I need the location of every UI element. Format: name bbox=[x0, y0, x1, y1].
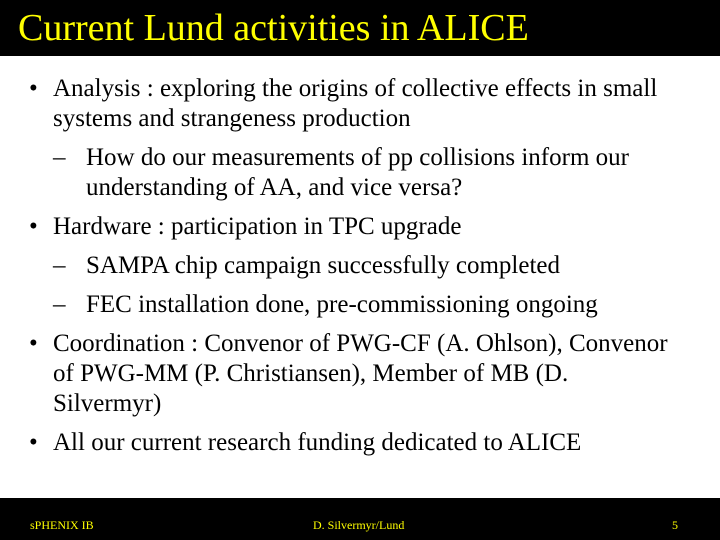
bullet-text: Analysis : exploring the origins of collective effects in small systems and strangeness production bbox=[53, 75, 658, 132]
subbullet-marker: – bbox=[53, 291, 66, 318]
page-number: 5 bbox=[672, 518, 678, 532]
subbullet-text: SAMPA chip campaign successfully completed bbox=[86, 252, 561, 279]
subbullet-text: FEC installation done, pre-commissioning ongoing bbox=[86, 291, 598, 318]
footer-author: D. Silvermyr/Lund bbox=[313, 518, 405, 532]
slide-title: Current Lund activities in ALICE bbox=[18, 7, 529, 49]
bullet-marker: • bbox=[29, 75, 38, 102]
bullet-coordination bbox=[0, 329, 720, 419]
bullet-marker: • bbox=[29, 213, 38, 240]
bullet-marker: • bbox=[29, 429, 38, 456]
subbullet-text: How do our measurements of pp collisions inform our understanding of AA, and vice versa? bbox=[86, 144, 629, 201]
subbullet-sampa bbox=[0, 251, 720, 281]
bullet-funding bbox=[0, 428, 720, 458]
bullet-analysis bbox=[0, 74, 720, 134]
subbullet-marker: – bbox=[53, 252, 66, 279]
bullet-hardware bbox=[0, 212, 720, 242]
subbullet-fec bbox=[0, 290, 720, 320]
bullet-text: Hardware : participation in TPC upgrade bbox=[53, 213, 462, 240]
footer-event: sPHENIX IB bbox=[30, 518, 94, 532]
bullet-text: All our current research funding dedicated to ALICE bbox=[53, 429, 582, 456]
subbullet-marker: – bbox=[53, 144, 66, 171]
bullet-text: Coordination : Convenor of PWG-CF (A. Ohlson), Convenor of PWG-MM (P. Christiansen), Member of MB (D. Silvermyr) bbox=[53, 330, 668, 417]
bullet-list bbox=[0, 74, 720, 467]
subbullet-pp-aa bbox=[0, 143, 720, 203]
bullet-marker: • bbox=[29, 330, 38, 357]
